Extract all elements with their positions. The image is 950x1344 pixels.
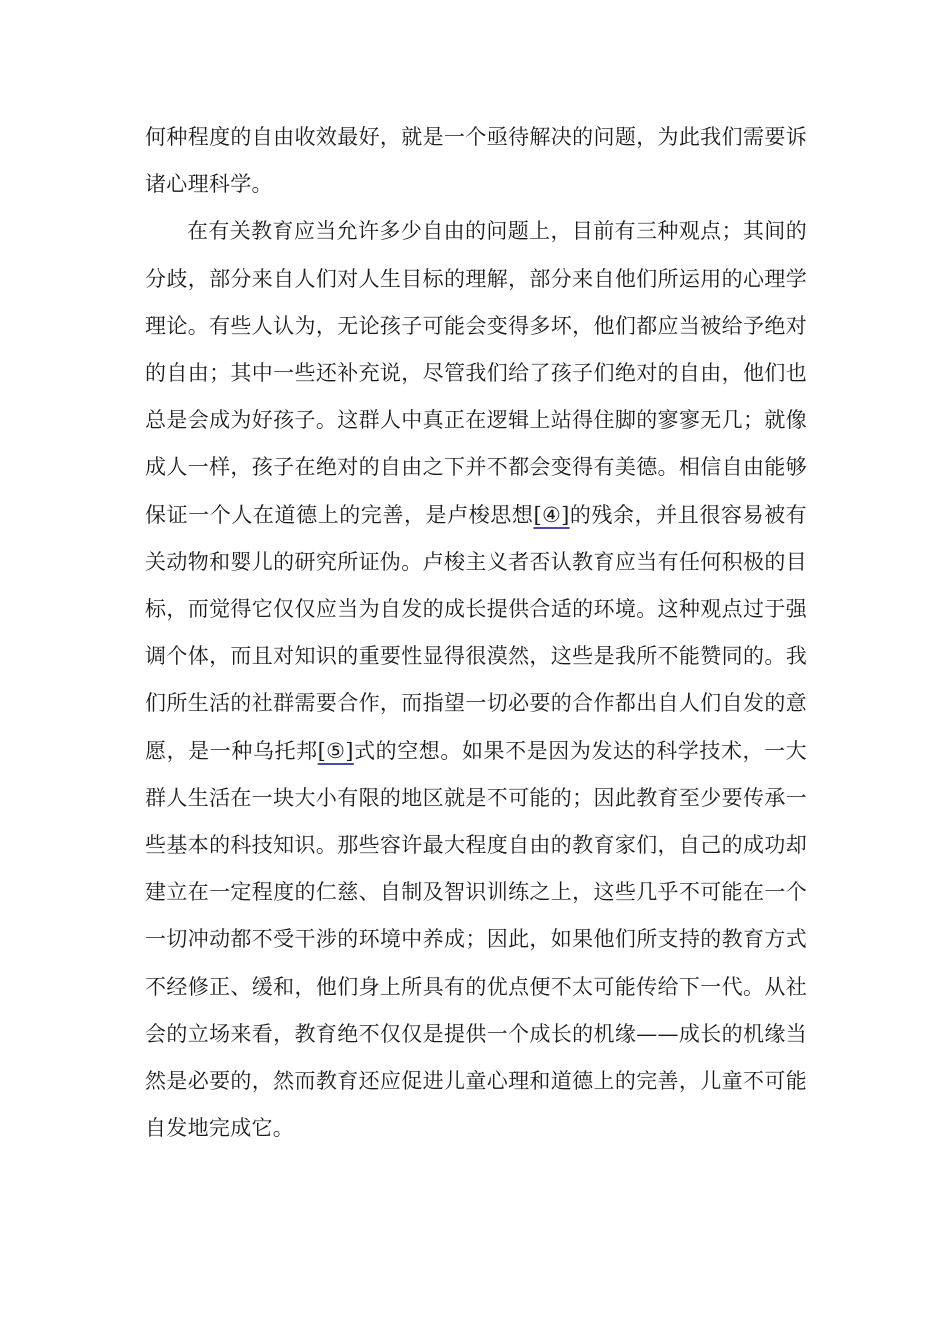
paragraph-text: 的残余，并且很容易被有关动物和婴儿的研究所证伪。卢梭主义者否认教育应当有任何积极的目标，而觉得它仅仅应当为自发的成长提供合适的环境。这种观点过于强调个体，而且对知识的重要性显得很漠然，这些是我所不能赞同的。我们所生活的社群需要合作，而指望一切必要的合作都出自人们自发的意愿，是一种乌托邦: [145, 502, 807, 763]
footnote-ref-5[interactable]: [⑤]: [317, 738, 354, 763]
paragraph-text: 式的空想。如果不是因为发达的科学技术，一大群人生活在一块大小有限的地区就是不可能的；因此教育至少要传承一些基本的科技知识。那些容许最大程度自由的教育家们，自己的成功却建立在一定程度的仁慈、自制及智识训练之上，这些几乎不可能在一个一切冲动都不受干涉的环境中养成；因此，如果他们所支持的教育方式不经修正、缓和，他们身上所具有的优点便不太可能传给下一代。从社会的立场来看，教育绝不仅仅是提供一个成长的机缘——成长的机缘当然是必要的，然而教育还应促进儿童心理和道德上的完善，儿童不可能自发地完成它。: [145, 738, 807, 1141]
paragraph-2: [145, 208, 807, 1152]
document-page: [145, 114, 807, 1152]
paragraph-1: [145, 114, 807, 208]
paragraph-text: 何种程度的自由收效最好，就是一个亟待解决的问题，为此我们需要诉诸心理科学。: [145, 125, 807, 197]
footnote-ref-4[interactable]: [④]: [533, 502, 570, 527]
paragraph-text: 在有关教育应当允许多少自由的问题上，目前有三种观点；其间的分歧，部分来自人们对人生目标的理解，部分来自他们所运用的心理学理论。有些人认为，无论孩子可能会变得多坏，他们都应当被给予绝对的自由；其中一些还补充说，尽管我们给了孩子们绝对的自由，他们也总是会成为好孩子。这群人中真正在逻辑上站得住脚的寥寥无几；就像成人一样，孩子在绝对的自由之下并不都会变得有美德。相信自由能够保证一个人在道德上的完善，是卢梭思想: [145, 219, 807, 527]
